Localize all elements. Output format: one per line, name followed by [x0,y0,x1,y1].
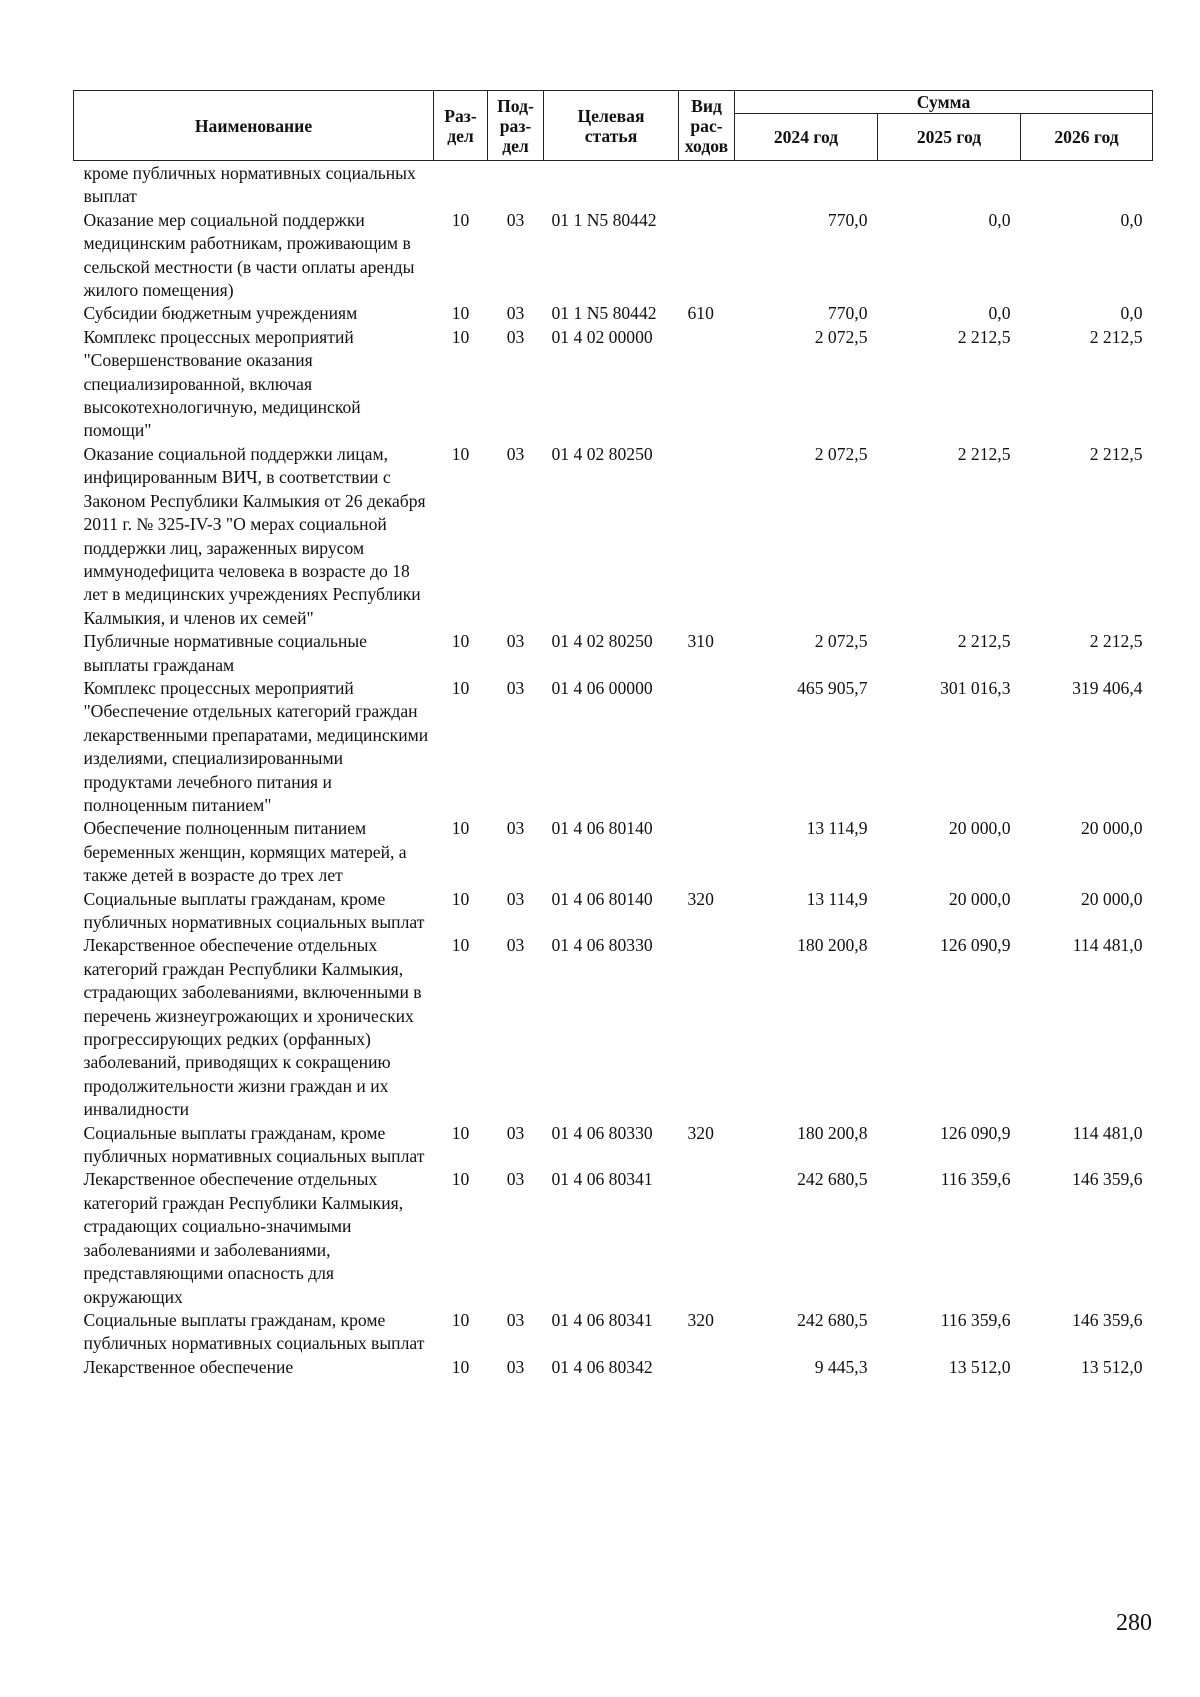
row-celevaya-statya: 01 4 06 80330 [551,935,653,956]
row-sum-2024: 13 114,9 [806,818,868,839]
table-row [74,934,1153,1121]
row-name: Комплекс процессных мероприятий "Совершенствование оказания специализированной, включая высокотехнологичную, медицинской помощи" [83,326,361,441]
row-vid-rashodov: 310 [687,631,714,652]
table-row [74,817,1153,887]
row-sum-2025: 2 212,5 [957,631,1011,652]
row-sum-2024: 180 200,8 [797,935,868,956]
row-sum-2025: 0,0 [988,303,1011,324]
row-podrazdel: 03 [506,1356,525,1377]
row-celevaya-statya: 01 4 02 00000 [551,326,653,347]
row-sum-2024 [735,161,878,209]
row-celevaya-statya: 01 4 06 80341 [551,1309,653,1330]
budget-table [73,90,1153,1379]
row-vid-rashodov: 320 [687,1122,714,1143]
row-sum-2024: 2 072,5 [814,326,868,347]
row-sum-2026: 13 512,0 [1080,1356,1143,1377]
row-podrazdel: 03 [506,818,525,839]
row-razdel: 10 [451,443,470,464]
row-sum-2026: 2 212,5 [1089,326,1143,347]
header-name: Наименование [74,91,434,161]
row-sum-2024: 242 680,5 [797,1169,868,1190]
row-razdel: 10 [451,1309,470,1330]
budget-page [73,90,1152,1379]
row-celevaya-statya: 01 4 06 80140 [551,888,653,909]
row-sum-2025 [878,161,1021,209]
row-vid-rashodov: 320 [687,888,714,909]
row-sum-2026: 20 000,0 [1080,888,1143,909]
row-celevaya-statya: 01 1 N5 80442 [551,209,657,230]
row-razdel: 10 [451,303,470,324]
row-name: Оказание социальной поддержки лицам, инфицированным ВИЧ, в соответствии с Законом Республики Калмыкия от 26 декабря 2011 г. № 325-IV-З "О мерах социальной поддержки лиц, зараженных вирусом иммунодефицита человека в возрасте до 18 лет в медицинских учреждениях Республики Калмыкия, и членов их семей" [83,443,426,628]
row-sum-2026: 146 359,6 [1072,1309,1143,1330]
row-podrazdel: 03 [506,1169,525,1190]
table-row [74,1122,1153,1169]
row-podrazdel: 03 [506,631,525,652]
header-vid-rashodov: Вид рас- ходов [679,91,735,161]
table-row [74,1309,1153,1356]
row-razdel: 10 [451,209,470,230]
row-podrazdel: 03 [506,326,525,347]
row-sum-2025: 301 016,3 [940,677,1011,698]
row-name: кроме публичных нормативных социальных выплат [83,163,416,207]
row-podrazdel: 03 [506,209,525,230]
row-podrazdel [488,161,544,209]
row-razdel: 10 [451,1356,470,1377]
row-razdel: 10 [451,818,470,839]
row-vid-rashodov [679,326,735,443]
row-sum-2024: 770,0 [827,303,868,324]
row-sum-2026: 0,0 [1120,209,1143,230]
row-name: Лекарственное обеспечение отдельных категорий граждан Республики Калмыкия, страдающих социально-значимыми заболеваниями и заболеваниями, представляющими опасность для окружающих [83,1169,404,1307]
row-name: Публичные нормативные социальные выплаты гражданам [83,631,367,675]
row-vid-rashodov: 320 [687,1309,714,1330]
row-name: Субсидии бюджетным учреждениям [83,303,358,324]
row-vid-rashodov [679,161,735,209]
table-row [74,888,1153,935]
row-sum-2026: 319 406,4 [1072,677,1143,698]
header-razdel: Раз- дел [434,91,488,161]
header-summa: Сумма [735,91,1153,114]
row-podrazdel: 03 [506,935,525,956]
row-razdel: 10 [451,1122,470,1143]
row-sum-2026: 114 481,0 [1072,935,1143,956]
row-sum-2024: 2 072,5 [814,631,868,652]
row-sum-2026: 146 359,6 [1072,1169,1143,1190]
header-podrazdel: Под- раз- дел [488,91,544,161]
row-name: Социальные выплаты гражданам, кроме публичных нормативных социальных выплат [83,1122,425,1167]
row-sum-2025: 0,0 [988,209,1011,230]
table-header [74,91,1153,161]
row-vid-rashodov [679,934,735,1121]
row-podrazdel: 03 [506,443,525,464]
row-podrazdel: 03 [506,1309,525,1330]
row-razdel: 10 [451,677,470,698]
row-sum-2025: 126 090,9 [940,935,1011,956]
row-sum-2026: 2 212,5 [1089,631,1143,652]
row-celevaya-statya: 01 4 06 80140 [551,818,653,839]
row-sum-2024: 770,0 [827,209,868,230]
row-podrazdel: 03 [506,1122,525,1143]
row-razdel: 10 [451,631,470,652]
row-vid-rashodov [679,1168,735,1308]
row-sum-2025: 126 090,9 [940,1122,1011,1143]
row-podrazdel: 03 [506,888,525,909]
table-row [74,1168,1153,1308]
row-celevaya-statya: 01 1 N5 80442 [551,303,657,324]
row-celevaya-statya: 01 4 06 80342 [551,1356,653,1377]
row-sum-2025: 2 212,5 [957,443,1011,464]
row-podrazdel: 03 [506,677,525,698]
row-vid-rashodov [679,1356,735,1379]
row-sum-2025: 2 212,5 [957,326,1011,347]
row-razdel [434,161,488,209]
row-sum-2026: 0,0 [1120,303,1143,324]
row-celevaya-statya [544,161,679,209]
row-sum-2024: 180 200,8 [797,1122,868,1143]
row-celevaya-statya: 01 4 06 00000 [551,677,653,698]
row-sum-2026 [1021,161,1153,209]
row-razdel: 10 [451,326,470,347]
row-sum-2024: 9 445,3 [814,1356,868,1377]
row-vid-rashodov [679,677,735,817]
row-sum-2025: 20 000,0 [948,818,1011,839]
row-name: Лекарственное обеспечение [83,1356,294,1377]
row-razdel: 10 [451,888,470,909]
row-razdel: 10 [451,935,470,956]
row-name: Социальные выплаты гражданам, кроме публичных нормативных социальных выплат [83,1309,425,1354]
row-vid-rashodov: 610 [687,303,714,324]
table-body [74,161,1153,1380]
table-row [74,630,1153,677]
row-vid-rashodov [679,209,735,303]
page-number: 280 [1116,1610,1152,1636]
table-row [74,677,1153,817]
header-year-2025: 2025 год [878,114,1021,161]
row-celevaya-statya: 01 4 06 80341 [551,1169,653,1190]
row-name: Лекарственное обеспечение отдельных категорий граждан Республики Калмыкия, страдающих заболеваниями, включенными в перечень жизнеугрожающих и хронических прогрессирующих редких (орфанных) заболеваний, приводящих к сокращению продолжительности жизни граждан и их инвалидности [83,935,422,1120]
table-row [74,161,1153,209]
table-row [74,443,1153,630]
row-sum-2026: 2 212,5 [1089,443,1143,464]
row-sum-2025: 116 359,6 [940,1169,1011,1190]
row-sum-2025: 116 359,6 [940,1309,1011,1330]
row-sum-2024: 242 680,5 [797,1309,868,1330]
header-year-2026: 2026 год [1021,114,1153,161]
row-name: Обеспечение полноценным питанием беременных женщин, кормящих матерей, а также детей в возрасте до трех лет [83,818,407,886]
table-row [74,326,1153,443]
table-row [74,1356,1153,1379]
row-celevaya-statya: 01 4 02 80250 [551,443,653,464]
row-vid-rashodov [679,817,735,887]
row-sum-2024: 13 114,9 [806,888,868,909]
row-celevaya-statya: 01 4 06 80330 [551,1122,653,1143]
row-vid-rashodov [679,443,735,630]
row-razdel: 10 [451,1169,470,1190]
header-year-2024: 2024 год [735,114,878,161]
row-sum-2026: 20 000,0 [1080,818,1143,839]
row-sum-2024: 465 905,7 [797,677,868,698]
row-name: Комплекс процессных мероприятий "Обеспечение отдельных категорий граждан лекарственными препаратами, медицинскими изделиями, специализированными продуктами лечебного питания и полноценным питанием" [83,677,429,815]
row-podrazdel: 03 [506,303,525,324]
row-name: Социальные выплаты гражданам, кроме публичных нормативных социальных выплат [83,888,425,932]
table-row [74,302,1153,325]
row-celevaya-statya: 01 4 02 80250 [551,631,653,652]
header-celevaya-statya: Целевая статья [544,91,679,161]
row-sum-2025: 20 000,0 [948,888,1011,909]
row-sum-2024: 2 072,5 [814,443,868,464]
row-sum-2026: 114 481,0 [1072,1122,1143,1143]
row-sum-2025: 13 512,0 [948,1356,1011,1377]
table-row [74,209,1153,303]
row-name: Оказание мер социальной поддержки медицинским работникам, проживающим в сельской местности (в части оплаты аренды жилого помещения) [83,209,415,301]
